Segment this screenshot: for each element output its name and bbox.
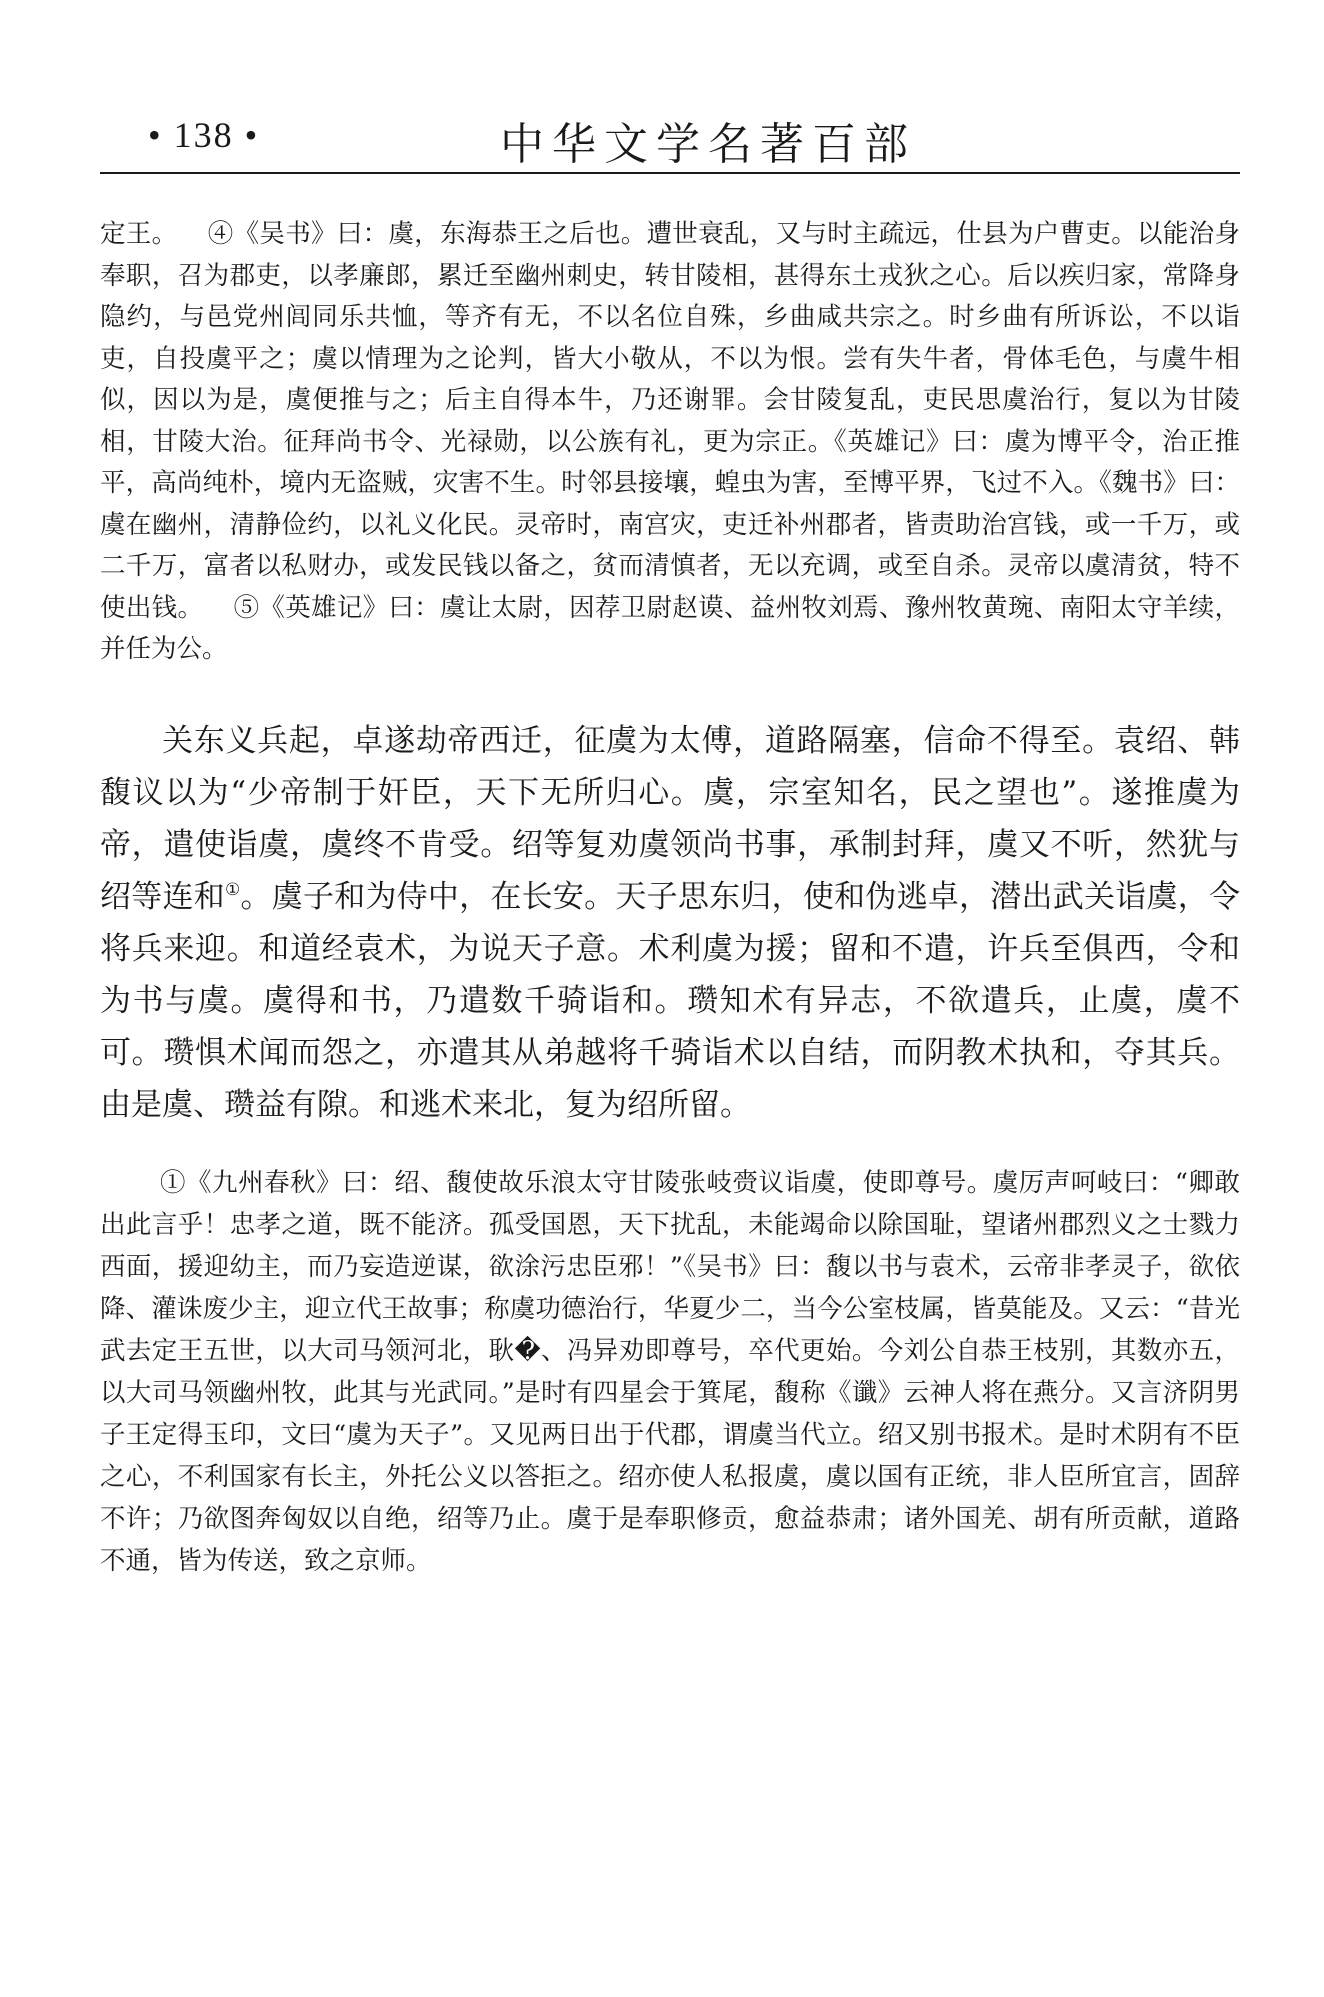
- page-content: [100, 214, 1240, 1607]
- annotation-text: ④《吴书》曰：虞，东海恭王之后也。遭世衰乱，又与时主疏远，仕县为户曹吏。以能治身奉职，召为郡吏，以孝廉郎，累迁至幽州刺史，转甘陵相，甚得东土戎狄之心。后以疾归家，常降身隐约，与邑党州闾同乐共恤，等齐有无，不以名位自殊，乡曲咸共宗之。时乡曲有所诉讼，不以诣吏，自投虞平之；虞以情理为之论判，皆大小敬从，不以为恨。尝有失牛者，骨体毛色，与虞牛相似，因以为是，虞便推与之；后主自得本牛，乃还谢罪。会甘陵复乱，吏民思虞治行，复以为甘陵相，甘陵大治。征拜尚书令、光禄勋，以公族有礼，更为宗正。《英雄记》曰：虞为博平令，治正推平，高尚纯朴，境内无盗贼，灾害不生。时邻县接壤，蝗虫为害，至博平界，飞过不入。《魏书》曰：虞在幽州，清静俭约，以礼义化民。灵帝时，南宫灾，吏迁补州郡者，皆责助治宫钱，或一千万，或二千万，富者以私财办，或发民钱以备之，贫而清慎者，无以充调，或至自杀。灵帝以虞清贫，特不使出钱。: [100, 219, 1240, 623]
- main-text-part2: 。虞子和为侍中，在长安。天子思东归，使和伪逃卓，潜出武关诣虞，令将兵来迎。和道经袁术，为说天子意。术利虞为援；留和不遣，许兵至俱西，令和为书与虞。虞得和书，乃遣数千骑诣和。瓒知术有异志，不欲遣兵，止虞，虞不可。瓒惧术闻而怨之，亦遣其从弟越将千骑诣术以自结，而阴教术执和，夺其兵。由是虞、瓒益有隙。和逃术来北，复为绍所留。: [100, 878, 1241, 1123]
- footnote-marker: ①: [224, 879, 241, 900]
- annotation-block-top: [100, 214, 1240, 671]
- annotation-text-bottom: ①《九州春秋》曰：绍、馥使故乐浪太守甘陵张岐赍议诣虞，使即尊号。虞厉声呵岐曰：“卿敢出此言乎！忠孝之道，既不能济。孤受国恩，天下扰乱，未能竭命以除国耻，望诸州郡烈义之士戮力西面，援迎幼主，而乃妄造逆谋，欲涂污忠臣邪！”《吴书》曰：馥以书与袁术，云帝非孝灵子，欲依降、灌诛废少主，迎立代王故事；称虞功德治行，华夏少二，当今公室枝属，皆莫能及。又云：“昔光武去定王五世，以大司马领河北，耿�、冯异劝即尊号，卒代更始。今刘公自恭王枝别，其数亦五，以大司马领幽州牧，此其与光武同。”是时有四星会于箕尾，馥称《谶》云神人将在燕分。又言济阴男子王定得玉印，文曰“虞为天子”。又见两日出于代郡，谓虞当代立。绍又别书报术。是时术阴有不臣之心，不利国家有长主，外托公义以答拒之。绍亦使人私报虞，虞以国有正统，非人臣所宜言，固辞不许；乃欲图奔匈奴以自绝，绍等乃止。虞于是奉职修贡，愈益恭肃；诸外国羌、胡有所贡献，道路不通，皆为传送，致之京师。: [100, 1167, 1240, 1576]
- main-text-part1: 关东义兵起，卓遂劫帝西迁，征虞为太傅，道路隔塞，信命不得至。袁绍、韩馥议以为“少帝制于奸臣，天下无所归心。虞，宗室知名，民之望也”。遂推虞为帝，遣使诣虞，虞终不肯受。绍等复劝虞领尚书事，承制封拜，虞又不听，然犹与绍等连和: [100, 722, 1240, 915]
- header-rule: [100, 172, 1240, 174]
- annotation-prefix: 定王。: [100, 219, 178, 249]
- annotation-text-5: ⑤《英雄记》曰：虞让太尉，因荐卫尉赵谟、益州牧刘焉、豫州牧黄琬、南阳太守羊续，并任为公。: [100, 592, 1240, 664]
- main-paragraph: [100, 715, 1240, 1131]
- running-title: 中华文学名著百部: [500, 119, 916, 170]
- annotation-block-bottom: [100, 1162, 1240, 1582]
- page-number: • 138 •: [148, 115, 260, 155]
- page-header: [100, 108, 1240, 172]
